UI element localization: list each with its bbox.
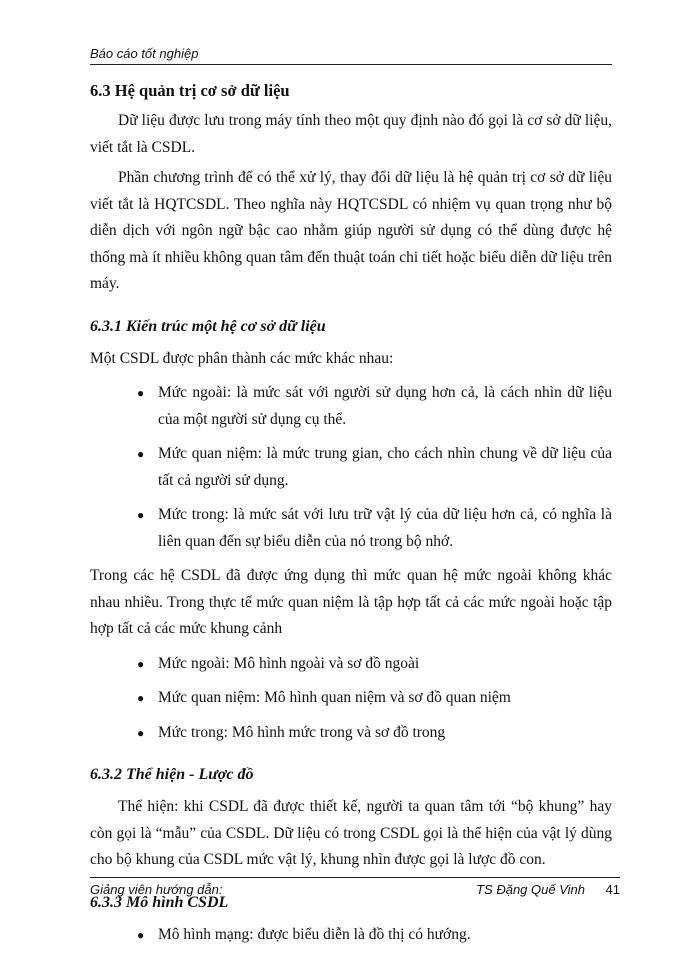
model-list [90, 651, 612, 747]
bullet-icon: ● [137, 508, 145, 522]
header-title: Báo cáo tốt nghiệp [90, 46, 199, 61]
subsection-2-paragraph: Thể hiện: khi CSDL đã được thiết kế, người ta quan tâm tới “bộ khung” hay còn gọi là “mẫu” của CSDL. Dữ liệu có trong CSDL gọi là thể hiện của vật lý dùng cho bộ khung của CSDL mức vật lý, khung nhìn được gọi là lược đồ con. [90, 798, 612, 868]
page-footer [90, 877, 620, 897]
subsection-1-paragraph: Trong các hệ CSDL đã được ứng dụng thì mức quan hệ mức ngoài không khác nhau nhiều. Trong thực tế mức quan niệm là tập hợp tất cả các mức ngoài hoặc tập hợp tất cả các mức khung cảnh [90, 567, 612, 637]
footer-advisor-name: TS Đặng Quế Vinh [476, 882, 585, 897]
section-paragraph-1: Dữ liệu được lưu trong máy tính theo một quy định nào đó gọi là cơ sở dữ liệu, viết tắt là CSDL. [90, 112, 612, 156]
bullet-icon: ● [137, 386, 145, 400]
list-item [90, 651, 612, 678]
bullet-icon: ● [137, 927, 145, 942]
section-paragraph-2: Phần chương trình để có thể xử lý, thay đổi dữ liệu là hệ quản trị cơ sở dữ liệu viết tắt là HQTCSDL. Theo nghĩa này HQTCSDL có nhiệm vụ quan trọng như bộ diễn dịch với ngôn ngữ bậc cao nhằm giúp người sử dụng có thể dùng được hệ thống mà ít nhiều không quan tâm đến thuật toán chi tiết hoặc biểu diễn dữ liệu trên máy. [90, 169, 612, 292]
list-item-text: Mức quan niệm: Mô hình quan niệm và sơ đồ quan niệm [158, 689, 511, 706]
list-item [90, 720, 612, 747]
bullet-icon: ● [137, 656, 145, 671]
subsection-heading-2: 6.3.2 Thể hiện - Lược đồ [90, 766, 254, 783]
bullet-icon: ● [137, 691, 145, 705]
list-item-text: Mức trong: Mô hình mức trong và sơ đồ trong [158, 723, 446, 741]
list-item-text: Mức trong: là mức sát với lưu trữ vật lý của dữ liệu hơn cả, có nghĩa là liên quan đến sự biểu diễn của nó trong bộ nhớ. [158, 506, 612, 550]
list-item [90, 380, 612, 433]
list-item [90, 441, 612, 494]
page-number: 41 [605, 882, 620, 897]
footer-advisor-label: Giảng viên hướng dẫn: [90, 882, 223, 897]
list-item [90, 922, 612, 949]
list-item-text: Mô hình mạng: được biểu diễn là đồ thị có hướng. [158, 925, 471, 943]
subsection-heading-1: 6.3.1 Kiến trúc một hệ cơ sở dữ liệu [90, 317, 326, 335]
page-content [90, 80, 612, 956]
section-heading: 6.3 Hệ quản trị cơ sở dữ liệu [90, 81, 290, 100]
db-model-list [90, 922, 612, 949]
list-item [90, 685, 612, 712]
page-header [90, 46, 612, 65]
list-item-text: Mức quan niệm: là mức trung gian, cho cách nhìn chung về dữ liệu của tất cả người sử dụng. [158, 445, 612, 489]
bullet-icon: ● [137, 447, 145, 461]
level-list [90, 380, 612, 555]
subsection-heading-3: 6.3.3 Mô hình CSDL [90, 893, 229, 911]
list-item-text: Mức ngoài: Mô hình ngoài và sơ đồ ngoài [158, 654, 420, 672]
list-item [90, 502, 612, 555]
subsection-1-intro: Một CSDL được phân thành các mức khác nhau: [90, 349, 394, 367]
list-item-text: Mức ngoài: là mức sát với người sử dụng hơn cả, là cách nhìn dữ liệu của một người sử dụng cụ thể. [158, 384, 612, 428]
bullet-icon: ● [137, 725, 145, 740]
